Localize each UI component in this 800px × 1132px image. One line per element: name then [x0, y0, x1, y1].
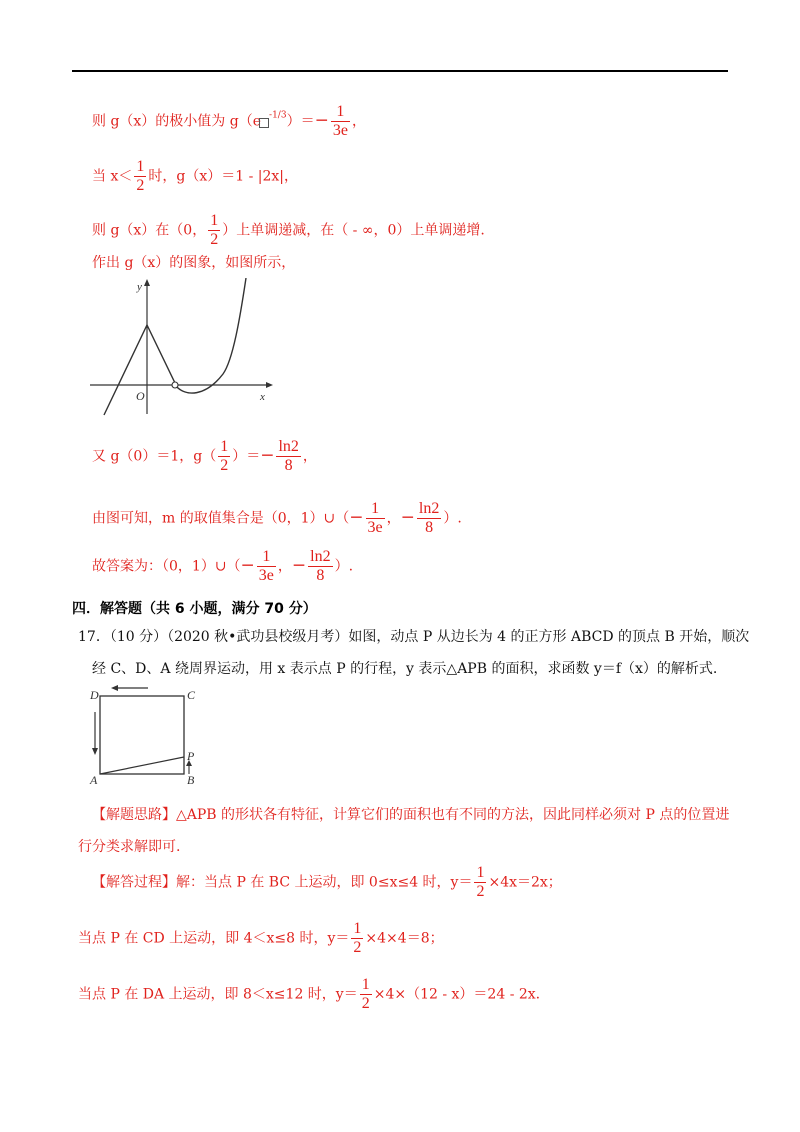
fraction: $\frac{1}{3e}$ — [367, 500, 383, 536]
header-rule — [72, 70, 728, 72]
label-d: D — [90, 688, 99, 702]
solution-step-1: 【解答过程】解：当点 P 在 BC 上运动，即 0≤x≤4 时，y＝ $\frac{1}{2}$ ×4x＝2x； — [92, 864, 562, 900]
fraction: $\frac{1}{2}$ — [353, 920, 362, 956]
text-segment: ）＝ — [286, 113, 315, 130]
label-a: A — [90, 773, 98, 787]
solution-step-3: 当点 P 在 DA 上运动，即 8＜x≤12 时，y＝ $\frac{1}{2}$ ×4×（12 - x）＝24 - 2x. — [78, 976, 541, 1012]
fraction: $\frac{1}{3e}$ — [258, 548, 274, 584]
fraction: $\frac{1}{3e}$ — [332, 103, 348, 139]
open-point — [172, 382, 178, 388]
answer-line-4: 作出 g（x）的图象，如图所示， — [92, 255, 296, 271]
fraction: $\frac{1}{2}$ — [210, 212, 219, 248]
answer-line-6: 由图可知，m 的取值集合是（0，1）∪（− $\frac{1}{3e}$ ，− $\frac{\ln 2}{8}$ ）. — [92, 500, 462, 536]
text-segment: 则 g（x）的极小值为 g（e — [92, 113, 262, 130]
label-b: B — [187, 773, 195, 787]
g-right-branch — [175, 278, 246, 393]
origin-label: O — [136, 389, 145, 403]
function-graph — [88, 278, 278, 418]
label-c: C — [187, 688, 196, 702]
question-17-line-1: 17．（10 分）（2020 秋•武功县校级月考）如图，动点 P 从边长为 4 的正方形 ABCD 的顶点 B 开始，顺次 — [78, 629, 750, 645]
square-figure — [88, 684, 203, 788]
answer-line-7: 故答案为：（0，1）∪（− $\frac{1}{3e}$ ，− $\frac{\ln 2}{8}$ ）. — [92, 548, 354, 584]
left-arrowhead — [92, 748, 98, 755]
fraction: $\frac{1}{2}$ — [361, 976, 370, 1012]
y-label: y — [137, 281, 142, 293]
x-arrow — [266, 382, 273, 388]
answer-line-2: 当 x＜ $\frac{1}{2}$ 时，g（x）＝1 - |2x|， — [92, 158, 298, 194]
answer-line-5: 又 g（0）＝1，g（ $\frac{1}{2}$ ）＝− $\frac{\ln 2}{8}$ ， — [92, 438, 317, 474]
fraction: $\frac{1}{2}$ — [220, 438, 229, 474]
y-arrow — [144, 279, 150, 286]
fraction: $\frac{\ln 2}{8}$ — [278, 438, 299, 474]
section-heading: 四．解答题（共 6 小题，满分 70 分） — [72, 601, 317, 617]
top-arrowhead — [111, 685, 118, 691]
missing-glyph-box — [259, 118, 269, 128]
square-abcd — [100, 696, 184, 774]
segment-ap — [100, 757, 184, 774]
answer-line-3: 则 g（x）在（0， $\frac{1}{2}$ ）上单调递减，在（ - ∞，0）上单调递增. — [92, 212, 485, 248]
x-label: x — [260, 391, 265, 403]
label-p: P — [187, 749, 195, 763]
fraction: $\frac{\ln 2}{8}$ — [310, 548, 331, 584]
fraction: $\frac{1}{2}$ — [136, 158, 145, 194]
fraction: $\frac{\ln 2}{8}$ — [418, 500, 440, 536]
solution-step-2: 当点 P 在 CD 上运动，即 4＜x≤8 时，y＝ $\frac{1}{2}$ ×4×4＝8； — [78, 920, 444, 956]
solution-idea-line-2: 行分类求解即可. — [78, 839, 181, 855]
question-17-line-2: 经 C、D、A 绕周界运动，用 x 表示点 P 的行程，y 表示△APB 的面积，求函数 y＝f（x）的解析式. — [92, 661, 718, 677]
answer-line-1: 则 g（x）的极小值为 g（e $^{-1/3}$）＝− $\frac{1}{3e}$ ， — [92, 103, 366, 139]
solution-idea-line-1: 【解题思路】△APB 的形状各有特征，计算它们的面积也有不同的方法，因此同样必须对 P 点的位置进 — [92, 807, 730, 823]
fraction: $\frac{1}{2}$ — [476, 864, 485, 900]
